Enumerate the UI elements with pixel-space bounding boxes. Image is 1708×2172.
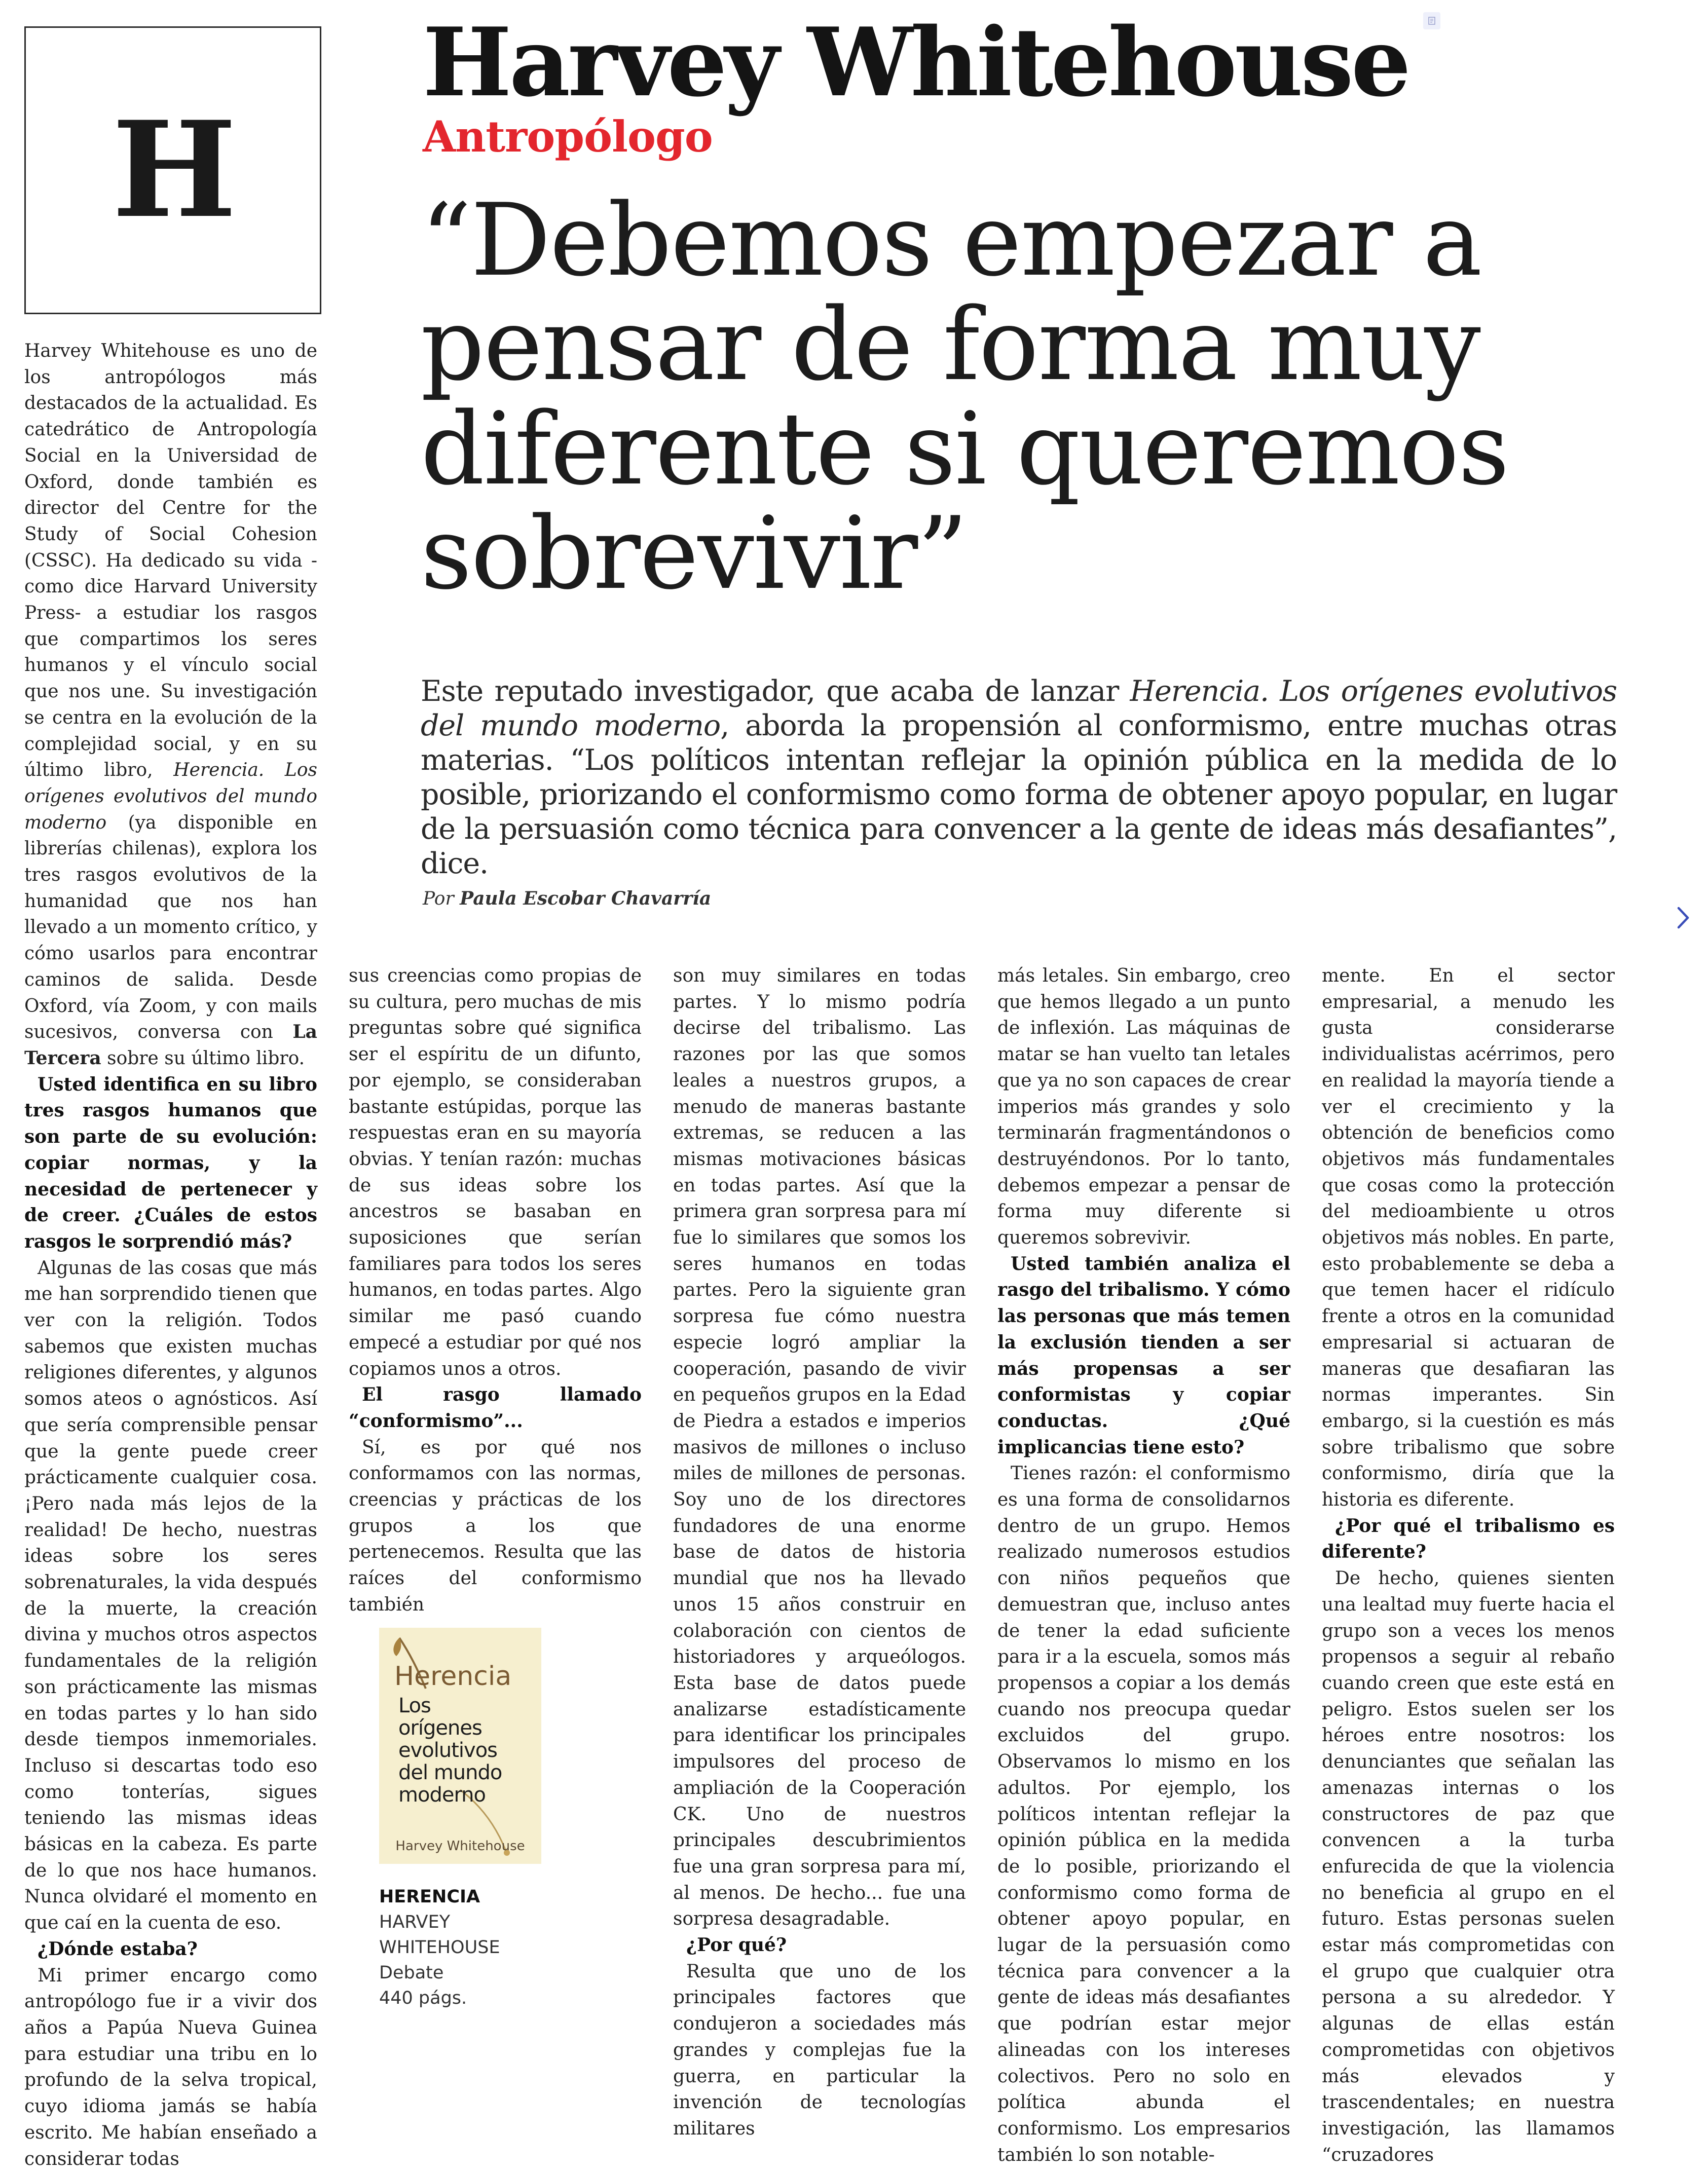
question: ¿Por qué el tribalismo es diferente? — [1322, 1515, 1615, 1563]
article-column-4 — [997, 963, 1290, 2165]
answer-continued: son muy similares en todas partes. Y lo mismo podría decirse del tribalismo. Las razones por las que somos leales a nuestros grupos, a menudo de maneras bastante extremas, se reducen a las mismas motivaciones básicas en todas partes. Así que la primera gran sorpresa para mí fue lo similares que somos los seres humanos en todas partes. Pero la siguiente gran sorpresa fue cómo nuestra especie logró ampliar la cooperación, pasando de vivir en pequeños grupos en la Edad de Piedra a estados e imperios masivos de millones o incluso miles de millones de personas. Soy uno de los directores fundadores de una enorme base de datos de historia mundial que nos ha llevado unos 15 años construir en colaboración con cientos de historiadores y arqueólogos. Esta base de datos puede analizarse estadísticamente para identificar los principales impulsores del proceso de ampliación de la Cooperación CK. Uno de nuestros principales descubrimientos fue una gran sorpresa para mí, al menos. De hecho... fue una sorpresa desagradable. — [673, 965, 966, 1930]
answer-continued: más letales. Sin embargo, creo que hemos llegado a un punto de inflexión. Las máquinas de matar se han vuelto tan letales que ya no son capaces de crear imperios más grandes y solo terminarán fragmentándonos o destruyéndonos. Por lo tanto, debemos empezar a pensar de forma muy diferente si queremos sobrevivir. — [997, 965, 1290, 1249]
headline-line: pensar de forma muy — [421, 287, 1480, 403]
answer: De hecho, quienes sienten una lealtad muy fuerte hacia el grupo son a veces los menos propensos a seguir al rebaño cuando creen que este está en peligro. Estos suelen ser los héroes entre nosotros: los denunciantes que señalan las amenazas internas o los constructores de paz que convencen a la turba enfurecida de que la violencia no beneficia al grupo en el futuro. Estas personas suelen estar más comprometidas con el grupo que cualquier otra persona a su alrededor. Y algunas de ellas están comprometidas con objetivos más elevados y trascendentales; en nuestra investigación, las llamamos “cruzadores — [1322, 1568, 1615, 2165]
question: ¿Por qué? — [686, 1934, 787, 1956]
page-glyph-icon — [1427, 16, 1436, 25]
answer: Resulta que uno de los principales factores que condujeron a sociedades más grandes y complejas fue la guerra, en particular la invención de tecnologías militares — [673, 1961, 966, 2139]
deck-paragraph — [421, 674, 1617, 881]
book-cover-subtitle: Los orígenes evolutivos del mundo moderno — [398, 1694, 502, 1807]
bio-paragraph: Harvey Whitehouse es uno de los antropólogos más destacados de la actualidad. Es catedrático de Antropología Social en la Universidad de Oxford, donde también es director del Centre for the Study of Social Cohesion (CSSC). Ha dedicado su vida -como dice Harvard University Press- a estudiar los rasgos que compartimos los seres humanos y el vínculo social que nos une. Su investigación se centra en la evolución de la complejidad social, y en su último libro, Herencia. Los orígenes evolutivos del mundo moderno (ya disponible en librerías chilenas), explora los tres rasgos evolutivos de la humanidad que nos han llevado a un momento crítico, y cómo usarlos para encontrar caminos de salida. Desde Oxford, vía Zoom, y con mails sucesivos, conversa con La Tercera sobre su último libro. — [24, 341, 317, 1069]
page-icon[interactable] — [1423, 12, 1440, 29]
answer: Sí, es por qué nos conformamos con las normas, creencias y prácticas de los grupos a los que pertenecemos. Resulta que las raíces del conformismo también — [349, 1437, 642, 1615]
interviewee-name: Harvey Whitehouse — [423, 7, 1409, 118]
question: El rasgo llamado “conformismo”... — [349, 1384, 642, 1432]
question: ¿Dónde estaba? — [38, 1938, 198, 1960]
answer-continued: sus creencias como propias de su cultura, pero muchas de mis preguntas sobre qué significa ser el espíritu de un difunto, por ejemplo, se consideraban bastante estúpidas, porque las respuestas eran en su mayoría obvias. Y tenían razón: muchas de sus ideas sobre los ancestros se basaban en suposiciones que serían familiares para todos los seres humanos, en todas partes. Algo similar me pasó cuando empecé a estudiar por qué nos copiamos unos a otros. — [349, 965, 642, 1379]
book-info-title: HERENCIA — [379, 1887, 480, 1907]
book-pages: 440 págs. — [379, 1988, 467, 2008]
book-cover-title: Herencia — [394, 1661, 512, 1692]
byline — [423, 888, 711, 909]
answer: Tienes razón: el conformismo es una forma de consolidarnos dentro de un grupo. Hemos realizado numerosos estudios con niños pequeños que demuestran que, incluso antes de tener la edad suficiente para ir a la escuela, somos más propensos a copiar a los demás cuando nos preocupa quedar excluidos del grupo. Observamos lo mismo en los adultos. Por ejemplo, los políticos intentan reflejar la opinión pública en la medida de lo posible, priorizando el conformismo como forma de obtener apoyo popular, en lugar de la persuasión como técnica para convencer a la gente de ideas más desafiantes que podrían estar mejor alineadas con los intereses colectivos. Pero no solo en política abunda el conformismo. Los empresarios también lo son notable- — [997, 1463, 1290, 2165]
headline — [421, 182, 1647, 612]
logo-letter: H — [112, 93, 234, 247]
deck-book-title: Herencia. Los orígenes evolutivos del mundo moderno — [421, 675, 1617, 742]
section-logo — [24, 26, 321, 314]
answer: Algunas de las cosas que más me han sorprendido tienen que ver con la religión. Todos sabemos que existen muchas religiones diferentes, y algunos somos ateos o agnósticos. Así que sería comprensible pensar que la gente puede creer prácticamente cualquier cosa. ¡Pero nada más lejos de la realidad! De hecho, nuestras ideas sobre los seres sobrenaturales, la vida después de la muerte, la creación divina y muchos otros aspectos fundamentales de la religión son prácticamente las mismas en todas partes y lo han sido desde tiempos inmemoriales. Incluso si descartas todo eso como tonterías, sigues teniendo las mismas ideas básicas en la cabeza. Es parte de lo que nos hace humanos. Nunca olvidaré el momento en que caí en la cuenta de eso. — [24, 1257, 317, 1934]
byline-prefix: Por — [423, 888, 454, 909]
byline-author: Paula Escobar Chavarría — [460, 888, 712, 909]
article-column-3 — [673, 963, 966, 2139]
headline-line: “Debemos empezar a — [421, 182, 1481, 298]
interviewee-role: Antropólogo — [423, 111, 713, 162]
question: Usted también analiza el rasgo del tribalismo. Y cómo las personas que más temen la exclusión tienden a ser más propensas a ser conformistas y copiar conductas. ¿Qué implicancias tiene esto? — [997, 1253, 1290, 1458]
book-cover-author: Harvey Whitehouse — [395, 1839, 525, 1854]
deck-intro: Este reputado investigador, que acaba de lanzar — [421, 675, 1130, 708]
chevron-right-icon — [1676, 905, 1691, 930]
article-column-2 — [349, 963, 642, 1615]
answer: Mi primer encargo como antropólogo fue ir a vivir dos años a Papúa Nueva Guinea para estudiar una tribu en lo profundo de la selva tropical, cuyo idioma jamás se había escrito. Me habían enseñado a considerar todas — [24, 1965, 317, 2169]
headline-line: sobrevivir” — [421, 496, 968, 612]
next-page-button[interactable] — [1670, 900, 1696, 935]
question: Usted identifica en su libro tres rasgos humanos que son parte de su evolución: copiar normas, y la necesidad de pertenecer y de creer. ¿Cuáles de estos rasgos le sorprendió más? — [24, 1073, 317, 1252]
deck-rest: , aborda la propensión al conformismo, entre muchas otras materias. “Los políticos intentan reflejar la opinión pública en la medida de lo posible, priorizando el conformismo como forma de obtener apoyo popular, en lugar de la persuasión como técnica para convencer a la gente de ideas más desafiantes”, dice. — [421, 709, 1617, 880]
book-cover-image — [379, 1628, 541, 1864]
article-column-5 — [1322, 963, 1615, 2165]
article-column-1 — [24, 338, 317, 2169]
book-info — [379, 1884, 551, 2011]
answer-continued: mente. En el sector empresarial, a menudo les gusta considerarse individualistas acérrimos, pero en realidad la mayoría tiende a ver el crecimiento y la obtención de beneficios como objetivos más fundamentales que cosas como la protección del medioambiente u otros objetivos más nobles. En parte, esto probablemente se deba a que temen hacer el ridículo frente a otros en la comunidad empresarial si actuaran de maneras que desafiaran las normas imperantes. Sin embargo, si la cuestión es más sobre tribalismo que sobre conformismo, diría que la historia es diferente. — [1322, 965, 1615, 1511]
headline-line: diferente si queremos — [421, 391, 1509, 507]
book-info-author: HARVEY WHITEHOUSE — [379, 1912, 500, 1958]
book-publisher: Debate — [379, 1963, 444, 1983]
